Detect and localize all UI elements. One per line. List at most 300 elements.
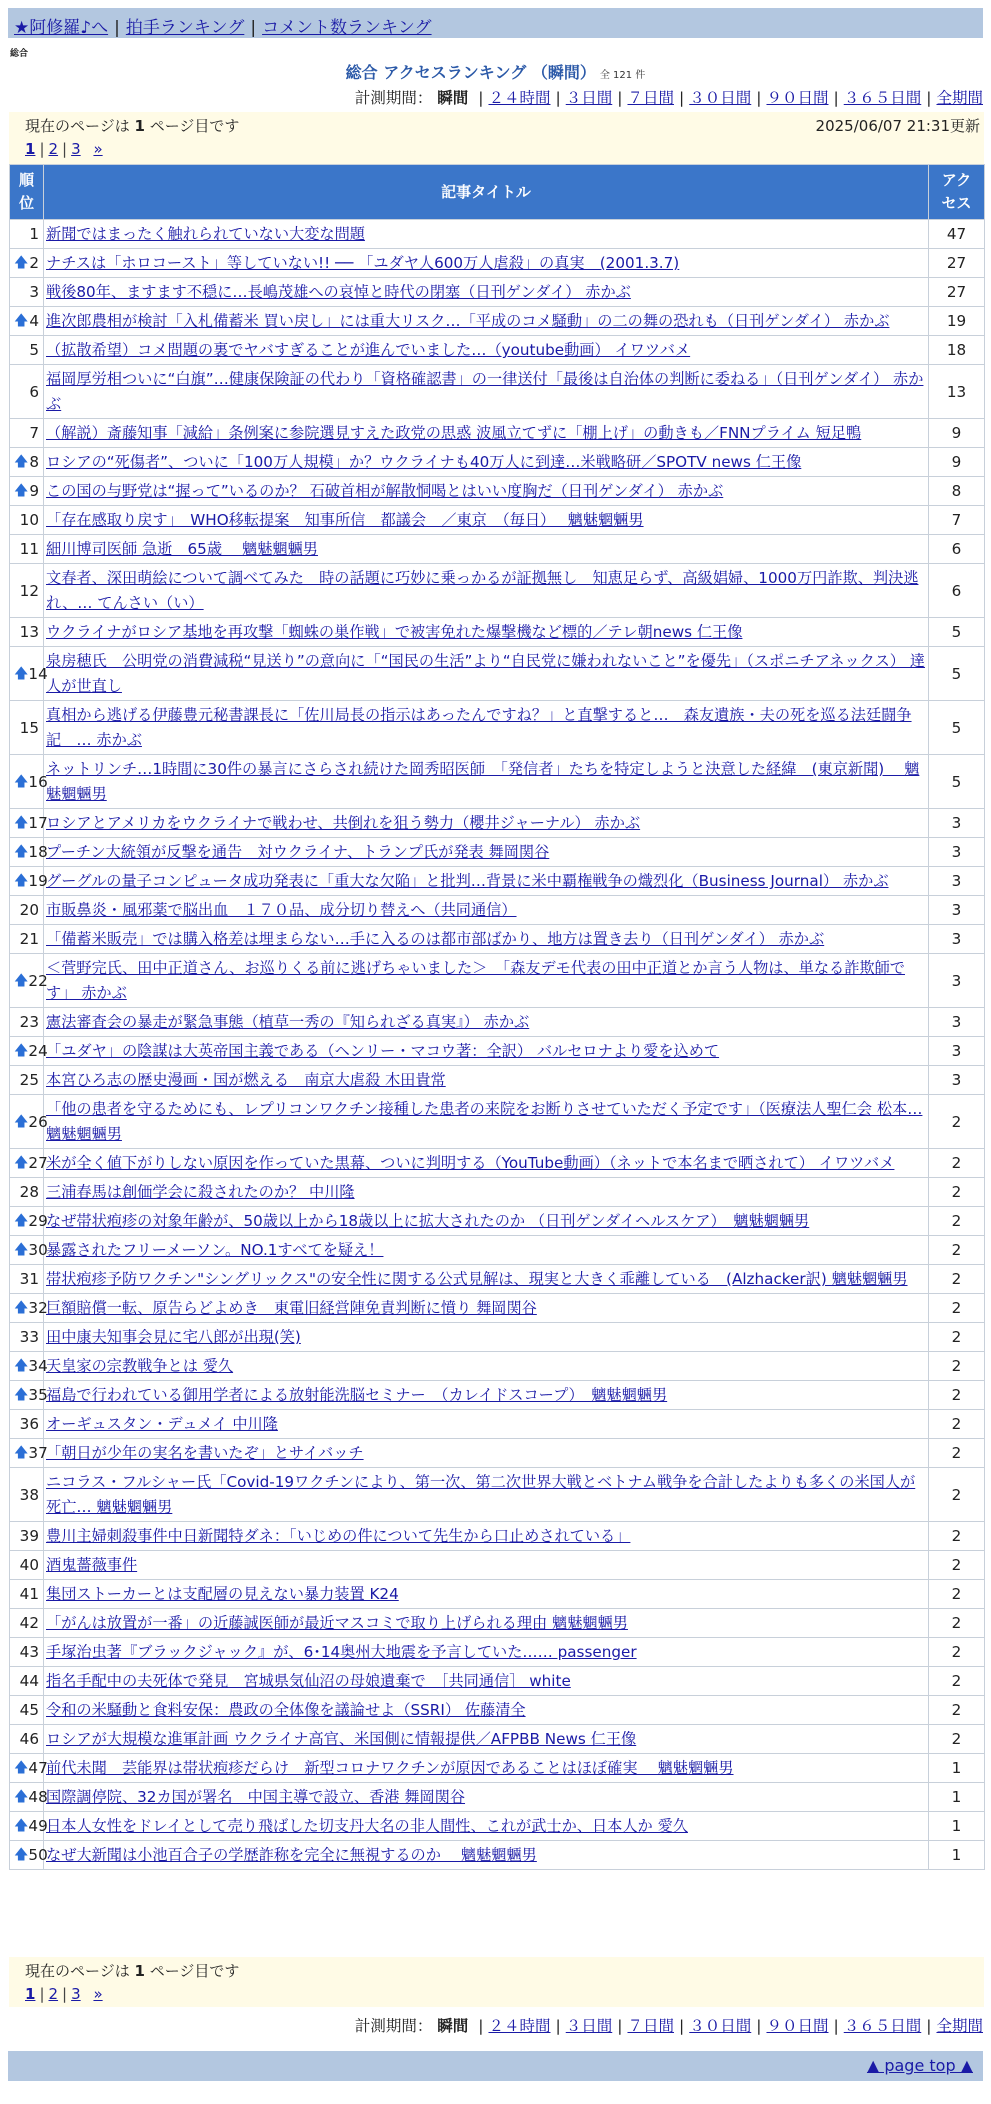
title-cell	[44, 1323, 929, 1352]
rank-cell	[10, 1609, 44, 1638]
article-title-link[interactable]: 指名手配中の夫死体で発見 宮城県気仙沼の母娘遺棄で ［共同通信］ white	[46, 1672, 571, 1690]
access-count: 27	[929, 249, 985, 278]
article-title-link[interactable]: 酒鬼薔薇事件	[46, 1556, 138, 1574]
article-title-link[interactable]: 真相から逃げる伊藤豊元秘書課長に「佐川局長の指示はあったんですね？」と直撃すると… 森友遺族・夫の死を巡る法廷闘争記 … 赤かぶ	[46, 706, 912, 749]
article-title-link[interactable]: ウクライナがロシア基地を再攻撃「蜘蛛の巣作戦」で被害免れた爆撃機など標的／テレ朝news 仁王像	[46, 623, 743, 641]
rank-up-arrow-icon: 🡅	[14, 665, 29, 682]
table-row	[10, 867, 985, 896]
access-count: 2	[929, 1468, 985, 1522]
access-count: 5	[929, 755, 985, 809]
title-cell	[44, 1754, 929, 1783]
period-link[interactable]: ９０日間	[766, 2017, 829, 2035]
access-count: 3	[929, 1008, 985, 1037]
access-count: 2	[929, 1410, 985, 1439]
article-title-link[interactable]: 進次郎農相が検討「入札備蓄米 買い戻し」には重大リスク…「平成のコメ騒動」の二の舞の恐れも（日刊ゲンダイ） 赤かぶ	[46, 312, 890, 330]
title-cell	[44, 1294, 929, 1323]
title-cell	[44, 1236, 929, 1265]
article-title-link[interactable]: （拡散希望）コメ問題の裏でヤバすぎることが進んでいました…（youtube動画） イワツバメ	[46, 341, 691, 359]
access-count: 2	[929, 1149, 985, 1178]
title-cell	[44, 1551, 929, 1580]
rank-number: 47	[28, 1759, 48, 1777]
access-count: 5	[929, 701, 985, 755]
rank-cell	[10, 535, 44, 564]
title-cell	[44, 477, 929, 506]
page-status-suffix: ページ目です	[149, 117, 240, 135]
rank-cell	[10, 1725, 44, 1754]
table-row	[10, 1265, 985, 1294]
header-access: アクセス	[929, 165, 985, 220]
access-count: 3	[929, 867, 985, 896]
article-title-link[interactable]: 市販鼻炎・風邪薬で脳出血 １７０品、成分切り替えへ（共同通信）	[46, 901, 517, 919]
title-cell	[44, 618, 929, 647]
ranking-title-block	[0, 60, 991, 83]
article-title-link[interactable]: 「がんは放置が一番」の近藤誠医師が最近マスコミで取り上げられる理由 魑魅魍魎男	[46, 1614, 628, 1632]
period-separator: |	[478, 2017, 484, 2035]
period-selector-bottom	[355, 2014, 983, 2036]
article-title-link[interactable]: （解説）斎藤知事「減給」条例案に参院選見すえた政党の思惑 波風立てずに「棚上げ」の動きも／FNNプライム 短足鴨	[46, 424, 862, 442]
access-count: 2	[929, 1725, 985, 1754]
rank-cell	[10, 419, 44, 448]
period-separator: |	[833, 2017, 839, 2035]
rank-number: 44	[19, 1672, 39, 1690]
access-count: 2	[929, 1696, 985, 1725]
rank-cell	[10, 564, 44, 618]
home-link[interactable]: ★阿修羅♪へ	[14, 18, 109, 38]
rank-cell	[10, 896, 44, 925]
rank-cell	[10, 1236, 48, 1265]
pager-page-link[interactable]: 3	[71, 140, 81, 158]
rank-number: 5	[29, 341, 39, 359]
article-title-link[interactable]: 令和の米騒動と食料安保：農政の全体像を議論せよ（SSRI） 佐藤清全	[46, 1701, 526, 1719]
table-row	[10, 1294, 985, 1323]
title-cell	[44, 1037, 929, 1066]
title-cell	[44, 1667, 929, 1696]
title-cell	[44, 755, 929, 809]
access-count: 18	[929, 336, 985, 365]
category-label: 総合	[10, 49, 29, 59]
table-row	[10, 1410, 985, 1439]
rank-number: 10	[19, 511, 39, 529]
access-count: 2	[929, 1352, 985, 1381]
period-separator: |	[926, 2017, 932, 2035]
period-separator: |	[756, 2017, 762, 2035]
rank-number: 46	[19, 1730, 39, 1748]
rank-cell	[10, 1066, 44, 1095]
table-row	[10, 1580, 985, 1609]
pager-gap	[81, 1985, 94, 2003]
updated-timestamp: 2025/06/07 21:31更新	[815, 117, 980, 135]
title-cell	[44, 307, 929, 336]
access-count: 3	[929, 896, 985, 925]
title-cell	[44, 925, 929, 954]
title-cell	[44, 1410, 929, 1439]
rank-cell	[10, 1551, 44, 1580]
rank-cell	[10, 1095, 48, 1149]
table-row	[10, 564, 985, 618]
access-count: 2	[929, 1609, 985, 1638]
article-title-link[interactable]: 帯状疱疹予防ワクチン"シングリックス"の安全性に関する公式見解は、現実と大きく乖離している (Alzhacker訳) 魑魅魍魎男	[46, 1270, 908, 1288]
comment-ranking-link[interactable]: コメント数ランキング	[262, 18, 432, 38]
table-row	[10, 1551, 985, 1580]
period-link[interactable]: ３日間	[565, 89, 613, 107]
table-row	[10, 1696, 985, 1725]
article-title-link[interactable]: 憲法審査会の暴走が緊急事態（植草一秀の『知られざる真実』） 赤かぶ	[46, 1013, 530, 1031]
rank-up-arrow-icon: 🡅	[14, 1387, 29, 1403]
period-links	[473, 2017, 983, 2035]
title-cell	[44, 365, 929, 419]
table-row	[10, 1323, 985, 1352]
rank-number: 22	[28, 971, 48, 990]
article-title-link[interactable]: 「備蓄米販売」では購入格差は埋まらない…手に入るのは都市部ばかり、地方は置き去り（日刊ゲンダイ） 赤かぶ	[46, 930, 825, 948]
rank-cell	[10, 925, 44, 954]
article-title-link[interactable]: 巨額賠償一転、原告らどよめき 東電旧経営陣免責判断に憤り 舞岡関谷	[46, 1299, 537, 1317]
page-status-number: 1	[134, 117, 145, 135]
title-cell	[44, 1381, 929, 1410]
title-cell	[44, 278, 929, 307]
page-status-number: 1	[134, 1962, 145, 1980]
table-row	[10, 1783, 985, 1812]
period-separator: |	[756, 89, 762, 107]
pager-separator: |	[39, 1985, 45, 2003]
table-row	[10, 954, 985, 1008]
pager-current-page[interactable]: 1	[25, 140, 36, 158]
rank-cell	[10, 701, 44, 755]
rank-cell	[10, 1265, 44, 1294]
rank-up-arrow-icon: 🡅	[14, 844, 29, 860]
access-count: 2	[929, 1095, 985, 1149]
rank-number: 42	[19, 1614, 39, 1632]
article-title-link[interactable]: 集団ストーカーとは支配層の見えない暴力装置 K24	[46, 1585, 399, 1603]
title-cell	[44, 1149, 929, 1178]
rank-cell	[10, 249, 44, 278]
header-rank: 順位	[10, 165, 44, 220]
access-count: 13	[929, 365, 985, 419]
rank-up-arrow-icon: 🡅	[14, 972, 29, 989]
table-row	[10, 1754, 985, 1783]
top-nav-bar	[8, 8, 983, 38]
page-status	[25, 1960, 968, 1981]
title-cell	[44, 1812, 929, 1841]
access-count: 2	[929, 1236, 985, 1265]
rank-number: 9	[29, 482, 39, 500]
article-title-link[interactable]: 手塚治虫著『ブラックジャック』が、6･14奥州大地震を予言していた…… passenger	[46, 1643, 637, 1661]
title-cell	[44, 506, 929, 535]
rank-up-arrow-icon: 🡅	[14, 1043, 29, 1059]
rank-number: 12	[19, 581, 39, 600]
table-row	[10, 1812, 985, 1841]
title-cell	[44, 535, 929, 564]
rank-cell	[10, 1580, 44, 1609]
title-cell	[44, 448, 929, 477]
rank-up-arrow-icon: 🡅	[14, 1847, 29, 1863]
rank-cell	[10, 1754, 48, 1783]
article-title-link[interactable]: 細川博司医師 急逝 65歳 魑魅魍魎男	[46, 540, 318, 558]
access-count: 3	[929, 1037, 985, 1066]
period-link[interactable]: ３６５日間	[843, 89, 922, 107]
access-count: 3	[929, 954, 985, 1008]
rank-cell	[10, 1178, 44, 1207]
rank-cell	[10, 220, 44, 249]
ranking-table-body	[10, 220, 985, 1870]
rank-cell	[10, 1812, 48, 1841]
rank-number: 6	[29, 382, 39, 401]
rank-cell	[10, 755, 48, 809]
period-link[interactable]: ９０日間	[766, 89, 829, 107]
table-row	[10, 1207, 985, 1236]
rank-cell	[10, 307, 44, 336]
rank-cell	[10, 1294, 48, 1323]
rank-up-arrow-icon: 🡅	[14, 1445, 29, 1461]
access-count: 9	[929, 419, 985, 448]
title-cell	[44, 1066, 929, 1095]
rank-number: 19	[28, 872, 48, 890]
table-row	[10, 925, 985, 954]
period-link[interactable]: ３０日間	[689, 89, 752, 107]
article-title-link[interactable]: ロシアとアメリカをウクライナで戦わせ、共倒れを狙う勢力（櫻井ジャーナル） 赤かぶ	[46, 814, 641, 832]
table-row	[10, 477, 985, 506]
period-link[interactable]: ３０日間	[689, 2017, 752, 2035]
table-row	[10, 809, 985, 838]
access-count: 5	[929, 647, 985, 701]
pager-gap	[81, 140, 94, 158]
access-count: 2	[929, 1294, 985, 1323]
rank-cell	[10, 809, 48, 838]
rank-up-arrow-icon: 🡅	[14, 483, 29, 499]
title-cell	[44, 954, 929, 1008]
access-count: 2	[929, 1323, 985, 1352]
pager-page-link[interactable]: 2	[48, 1985, 59, 2003]
rank-up-arrow-icon: 🡅	[14, 873, 29, 889]
access-count: 1	[929, 1783, 985, 1812]
article-title-link[interactable]: 本宮ひろ志の歴史漫画・国が燃える 南京大虐殺 木田貴常	[46, 1071, 446, 1089]
rank-number: 16	[28, 772, 48, 791]
rank-cell	[10, 278, 44, 307]
access-count: 2	[929, 1207, 985, 1236]
article-title-link[interactable]: 新聞ではまったく触れられていない大変な問題	[46, 225, 365, 243]
title-cell	[44, 220, 929, 249]
access-count: 2	[929, 1439, 985, 1468]
clap-ranking-link[interactable]: 拍手ランキング	[125, 18, 245, 38]
rank-number: 39	[19, 1527, 39, 1545]
access-count: 3	[929, 838, 985, 867]
rank-number: 24	[28, 1042, 48, 1060]
period-link[interactable]: ７日間	[627, 89, 674, 107]
title-cell	[44, 1841, 929, 1870]
table-row	[10, 755, 985, 809]
access-count: 2	[929, 1580, 985, 1609]
page-info-bottom	[9, 1957, 984, 2007]
article-title-link[interactable]: 前代未聞 芸能界は帯状疱疹だらけ 新型コロナワクチンが原因であることはほぼ確実 魑魅魍魎男	[46, 1759, 734, 1777]
rank-number: 49	[28, 1817, 48, 1835]
article-title-link[interactable]: 「他の患者を守るためにも、レプリコンワクチン接種した患者の来院をお断りさせていただく予定です」（医療法人聖仁会 松本… 魑魅魍魎男	[46, 1100, 923, 1143]
article-title-link[interactable]: ニコラス・フルシャー氏「Covid-19ワクチンにより、第一次、第二次世界大戦とベトナム戦争を合計したよりも多くの米国人が死亡… 魑魅魍魎男	[46, 1473, 916, 1516]
rank-number: 35	[28, 1386, 48, 1404]
access-count: 6	[929, 535, 985, 564]
page-status-suffix: ページ目です	[149, 1962, 240, 1980]
article-title-link[interactable]: 福島で行われている御用学者による放射能洗脳セミナー （カレイドスコープ） 魑魅魍魎男	[46, 1386, 668, 1404]
article-title-link[interactable]: 豊川主婦刺殺事件中日新聞特ダネ：「いじめの件について先生から口止めされている」	[46, 1527, 631, 1545]
period-link[interactable]: ７日間	[627, 2017, 674, 2035]
table-row	[10, 1236, 985, 1265]
rank-cell	[10, 647, 48, 701]
rank-cell	[10, 477, 44, 506]
rank-cell	[10, 1352, 48, 1381]
rank-number: 1	[29, 225, 39, 243]
period-link[interactable]: ２４時間	[488, 89, 551, 107]
title-cell	[44, 896, 929, 925]
period-link[interactable]: 全期間	[936, 89, 983, 107]
page-top-link[interactable]: ▲ page top ▲	[866, 2056, 973, 2075]
article-title-link[interactable]: ＜菅野完氏、田中正道さん、お巡りくる前に逃げちゃいました＞ 「森友デモ代表の田中正道とか言う人物は、単なる詐欺師です」 赤かぶ	[46, 959, 905, 1002]
article-title-link[interactable]: 三浦春馬は創価学会に殺されたのか？ 中川隆	[46, 1183, 355, 1201]
article-title-link[interactable]: ネットリンチ…1時間に30件の暴言にさらされ続けた岡秀昭医師 「発信者」たちを特定しようと決意した経緯 (東京新聞) 魑魅魍魎男	[46, 760, 920, 803]
article-title-link[interactable]: オーギュスタン・デュメイ 中川隆	[46, 1415, 278, 1433]
access-count: 27	[929, 278, 985, 307]
rank-cell	[10, 1008, 44, 1037]
pager-separator: |	[62, 1985, 68, 2003]
article-title-link[interactable]: ロシアの“死傷者”、ついに「100万人規模」か？ウクライナも40万人に到達…米戦略研／SPOTV news 仁王像	[46, 453, 802, 471]
title-cell	[44, 1522, 929, 1551]
article-title-link[interactable]: 国際調停院、32カ国が署名 中国主導で設立、香港 舞岡関谷	[46, 1788, 466, 1806]
title-cell	[44, 867, 929, 896]
rank-cell	[10, 1468, 44, 1522]
rank-number: 20	[19, 901, 39, 919]
table-row	[10, 1037, 985, 1066]
table-row	[10, 249, 985, 278]
title-cell	[44, 1207, 929, 1236]
rank-number: 28	[19, 1183, 39, 1201]
table-row	[10, 1439, 985, 1468]
access-count: 47	[929, 220, 985, 249]
access-count: 2	[929, 1667, 985, 1696]
article-title-link[interactable]: 泉房穂氏 公明党の消費減税“見送り”の意向に「“国民の生活”より“自民党に嫌われないこと”を優先」（スポニチアネックス） 達人が世直し	[46, 652, 925, 695]
rank-up-arrow-icon: 🡅	[14, 1242, 29, 1258]
title-cell	[44, 1095, 929, 1149]
period-link[interactable]: ３日間	[565, 2017, 613, 2035]
article-title-link[interactable]: なぜ帯状疱疹の対象年齢が、50歳以上から18歳以上に拡大されたのか （日刊ゲンダイヘルスケア） 魑魅魍魎男	[46, 1212, 810, 1230]
table-row	[10, 365, 985, 419]
period-link[interactable]: 全期間	[936, 2017, 983, 2035]
rank-number: 40	[19, 1556, 39, 1574]
article-title-link[interactable]: ロシアが大規模な進軍計画 ウクライナ高官、米国側に情報提供／AFPBB News 仁王像	[46, 1730, 637, 1748]
rank-cell	[10, 1696, 44, 1725]
article-title-link[interactable]: グーグルの量子コンピュータ成功発表に「重大な欠陥」と批判…背景に米中覇権戦争の熾烈化（Business Journal） 赤かぶ	[46, 872, 889, 890]
article-title-link[interactable]: 文春者、深田萌絵について調べてみた 時の話題に巧妙に乗っかるが証拠無し 知恵足らず、高級娼婦、1000万円詐欺、判決逃れ、… てんさい（い）	[46, 569, 919, 612]
pager-next-link[interactable]: »	[93, 140, 103, 158]
rank-up-arrow-icon: 🡅	[14, 1789, 29, 1805]
title-cell	[44, 1696, 929, 1725]
pager-bottom	[25, 1985, 968, 2003]
table-row	[10, 506, 985, 535]
article-title-link[interactable]: 「存在感取り戻す」 WHO移転提案 知事所信 都議会 ／東京 （毎日） 魑魅魍魎男	[46, 511, 644, 529]
access-count: 2	[929, 1178, 985, 1207]
access-count: 1	[929, 1812, 985, 1841]
table-row	[10, 419, 985, 448]
access-count: 2	[929, 1551, 985, 1580]
period-separator: |	[617, 89, 623, 107]
rank-number: 15	[19, 718, 39, 737]
title-cell	[44, 1468, 929, 1522]
article-title-link[interactable]: 「ユダヤ」の陰謀は大英帝国主義である（ヘンリー・マコウ著：全訳） バルセロナより愛を込めて	[46, 1042, 720, 1060]
table-row	[10, 1008, 985, 1037]
period-link[interactable]: ３６５日間	[843, 2017, 922, 2035]
table-row	[10, 1725, 985, 1754]
article-title-link[interactable]: 米が全く値下がりしない原因を作っていた黒幕、ついに判明する（YouTube動画）（ネットで本名まで晒されて） イワツバメ	[46, 1154, 895, 1172]
rank-cell	[10, 448, 44, 477]
table-row	[10, 1149, 985, 1178]
period-link[interactable]: ２４時間	[488, 2017, 551, 2035]
rank-number: 36	[19, 1415, 39, 1433]
article-title-link[interactable]: プーチン大統領が反撃を通告 対ウクライナ、トランプ氏が発表 舞岡関谷	[46, 843, 550, 861]
rank-number: 25	[19, 1071, 39, 1089]
access-count: 3	[929, 809, 985, 838]
rank-cell	[10, 1323, 44, 1352]
rank-number: 38	[19, 1485, 39, 1504]
title-cell	[44, 1638, 929, 1667]
title-cell	[44, 1439, 929, 1468]
article-title-link[interactable]: 天皇家の宗教戦争とは 愛久	[46, 1357, 234, 1375]
article-title-link[interactable]: この国の与野党は“握って”いるのか？ 石破首相が解散恫喝とはいい度胸だ（日刊ゲンダイ） 赤かぶ	[46, 482, 724, 500]
period-links	[473, 89, 983, 107]
rank-cell	[10, 618, 44, 647]
rank-cell	[10, 1381, 48, 1410]
table-row	[10, 278, 985, 307]
article-title-link[interactable]: 戦後80年、ますます不穏に…長嶋茂雄への哀悼と時代の閉塞（日刊ゲンダイ） 赤かぶ	[46, 283, 631, 301]
article-title-link[interactable]: 田中康夫知事会見に宅八郎が出現(笑)	[46, 1328, 301, 1346]
article-title-link[interactable]: 福岡厚労相ついに“白旗”…健康保険証の代わり「資格確認書」の一律送付「最後は自治体の判断に委ねる」（日刊ゲンダイ） 赤かぶ	[46, 370, 924, 413]
pager-page-link[interactable]: 3	[71, 1985, 81, 2003]
pager-top	[25, 140, 968, 158]
rank-number: 41	[19, 1585, 39, 1603]
article-title-link[interactable]: 「朝日が少年の実名を書いたぞ」とサイバッチ	[46, 1444, 364, 1462]
table-row	[10, 1468, 985, 1522]
pager-current-page[interactable]: 1	[25, 1985, 36, 2003]
rank-number: 50	[28, 1846, 48, 1864]
nav-separator: |	[114, 18, 120, 38]
pager-next-link[interactable]: »	[93, 1985, 103, 2003]
access-count: 2	[929, 1638, 985, 1667]
title-cell	[44, 249, 929, 278]
access-count: 2	[929, 1265, 985, 1294]
rank-number: 27	[28, 1154, 48, 1172]
rank-cell	[10, 365, 44, 419]
title-cell	[44, 1609, 929, 1638]
rank-cell	[10, 1783, 48, 1812]
table-header-row	[10, 165, 985, 220]
rank-cell	[10, 1522, 44, 1551]
article-title-link[interactable]: ナチスは「ホロコースト」等していない!! ── 「ユダヤ人600万人虐殺」の真実 (2001.3.7)	[46, 254, 680, 272]
rank-up-arrow-icon: 🡅	[14, 1818, 29, 1834]
period-separator: |	[617, 2017, 623, 2035]
access-count: 5	[929, 618, 985, 647]
pager-page-link[interactable]: 2	[48, 140, 59, 158]
rank-up-arrow-icon: 🡅	[14, 1300, 29, 1316]
article-title-link[interactable]: 暴露されたフリーメーソン。NO.1すべてを疑え！	[46, 1241, 384, 1259]
title-cell	[44, 1725, 929, 1754]
article-title-link[interactable]: なぜ大新聞は小池百合子の学歴詐称を完全に無視するのか 魑魅魍魎男	[46, 1846, 537, 1864]
access-count: 8	[929, 477, 985, 506]
rank-number: 43	[19, 1643, 39, 1661]
rank-cell	[10, 867, 48, 896]
rank-number: 21	[19, 930, 39, 948]
ranking-table	[9, 164, 985, 1870]
title-cell	[44, 336, 929, 365]
rank-number: 18	[28, 843, 48, 861]
rank-up-arrow-icon: 🡅	[14, 454, 29, 470]
access-count: 6	[929, 564, 985, 618]
table-row	[10, 701, 985, 755]
article-title-link[interactable]: 日本人女性をドレイとして売り飛ばした切支丹大名の非人間性、これが武士か、日本人か 愛久	[46, 1817, 688, 1835]
